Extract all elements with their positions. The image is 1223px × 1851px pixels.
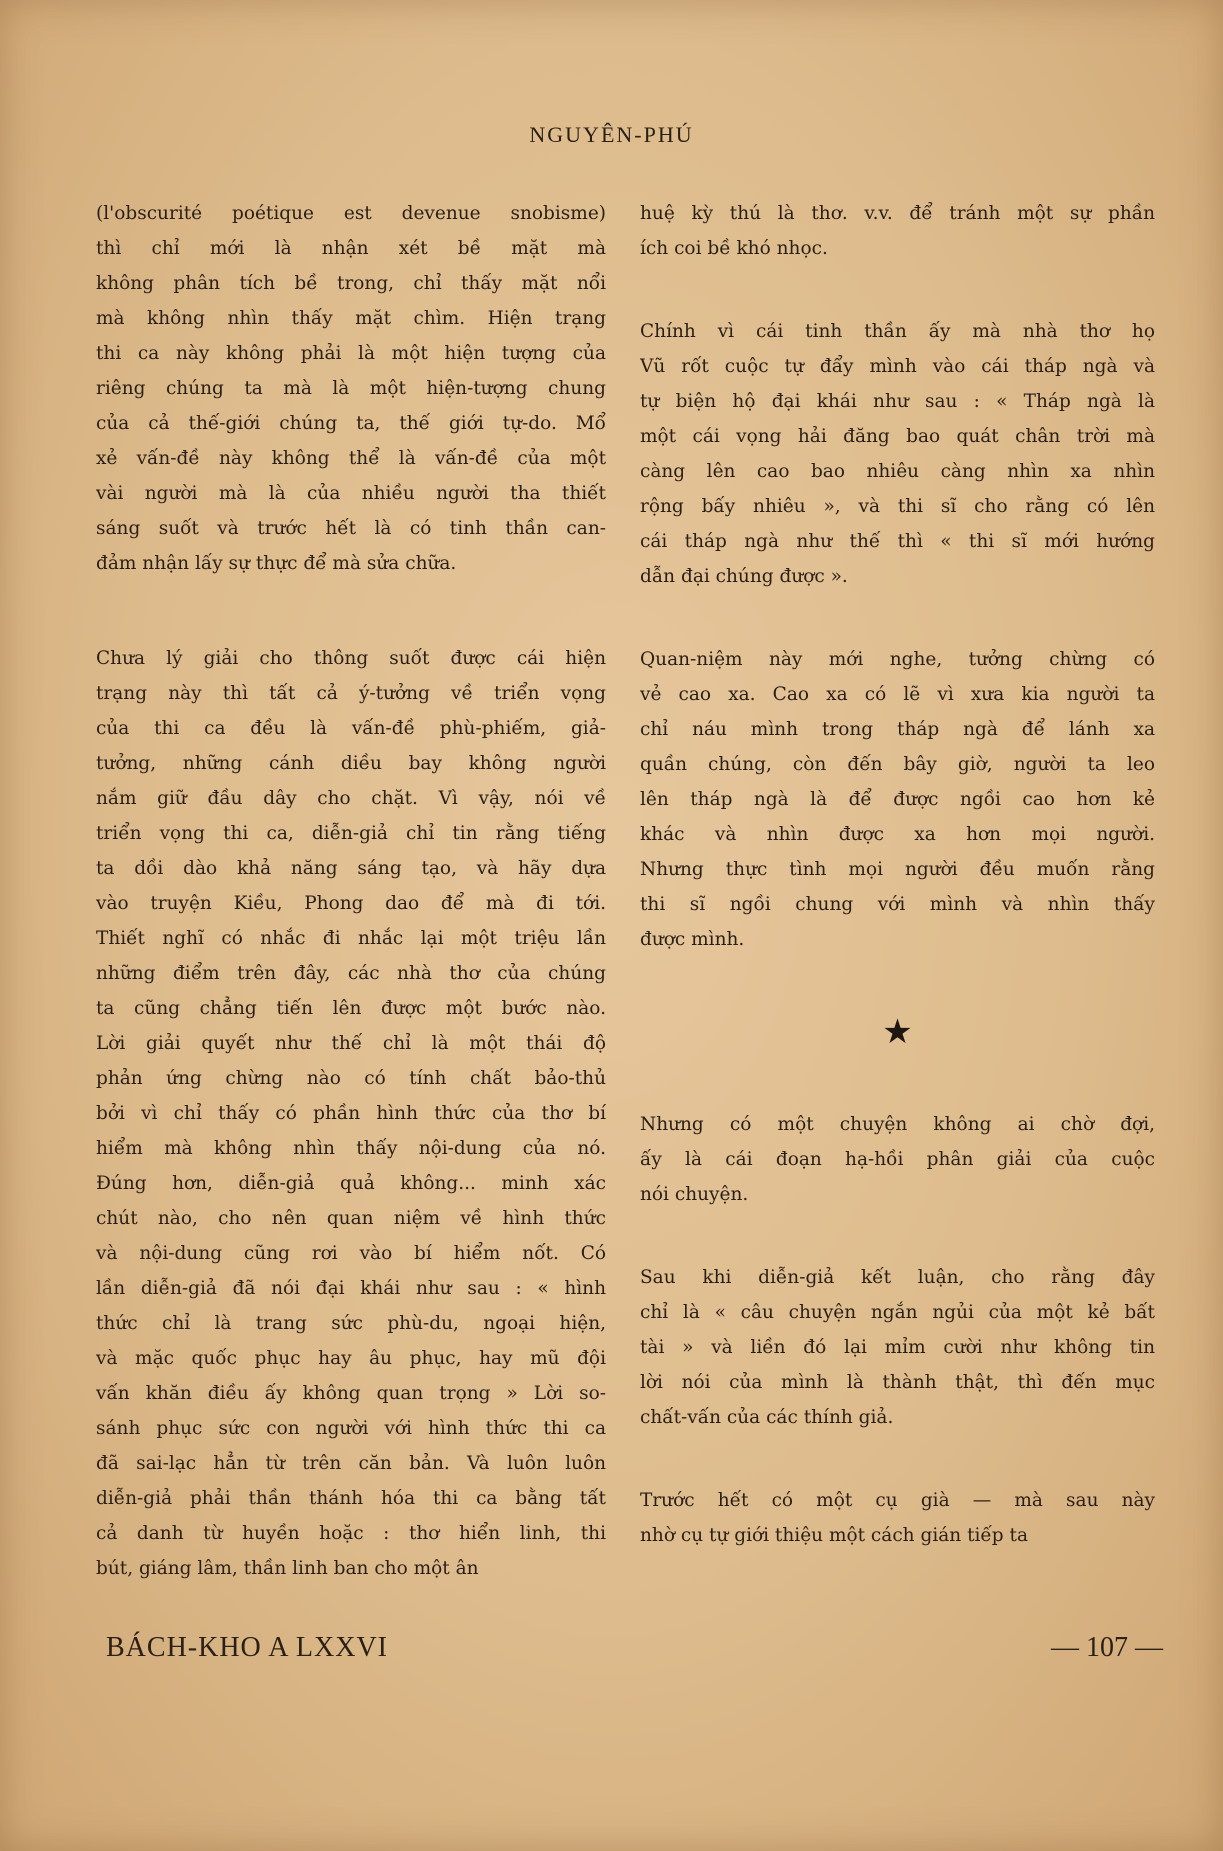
text-line: diễn-giả phải thần thánh hóa thi ca bằng tất: [96, 1488, 606, 1509]
section-break-star-icon: ★: [882, 1012, 913, 1052]
text-line: lên tháp ngà là để được ngồi cao hơn kẻ: [640, 789, 1155, 810]
paragraph: [640, 1483, 1155, 1553]
text-line: bởi vì chỉ thấy có phần hình thức của thơ bí: [96, 1103, 606, 1124]
text-line: Vũ rốt cuộc tự đẩy mình vào cái tháp ngà và: [640, 356, 1155, 377]
left-column: [96, 196, 606, 1586]
text-line: vài người mà là của nhiều người tha thiết: [96, 483, 606, 504]
text-line: Nhưng có một chuyện không ai chờ đợi,: [640, 1114, 1155, 1135]
text-line: huệ kỳ thú là thơ. v.v. để tránh một sự phần: [640, 203, 1155, 224]
text-line: của cả thế-giới chúng ta, thế giới tự-do. Mổ: [96, 413, 606, 434]
text-line: ấy là cái đoạn hạ-hồi phân giải của cuộc: [640, 1149, 1155, 1170]
text-line: rộng bấy nhiêu », và thi sĩ cho rằng có lên: [640, 496, 1155, 517]
text-line: tưởng, những cánh diều bay không người: [96, 753, 606, 774]
text-line: phản ứng chừng nào có tính chất bảo-thủ: [96, 1068, 606, 1089]
text-line: ta cũng chẳng tiến lên được một bước nào.: [96, 998, 606, 1019]
text-line: một cái vọng hải đăng bao quát chân trời mà: [640, 426, 1155, 447]
text-line: vào truyện Kiều, Phong dao để mà đi tới.: [96, 893, 606, 914]
text-line: Chính vì cái tinh thần ấy mà nhà thơ họ: [640, 321, 1155, 342]
text-line: sáng suốt và trước hết là có tinh thần can-: [96, 518, 606, 539]
text-line: vẻ cao xa. Cao xa có lẽ vì xưa kia người ta: [640, 684, 1155, 705]
text-line: ta dồi dào khả năng sáng tạo, và hãy dựa: [96, 858, 606, 879]
text-line: của thi ca đều là vấn-đề phù-phiếm, giả-: [96, 718, 606, 739]
text-line: lần diễn-giả đã nói đại khái như sau : « hình: [96, 1278, 606, 1299]
text-line: cái tháp ngà như thế thì « thi sĩ mới hướng: [640, 531, 1155, 552]
text-line: triển vọng thi ca, diễn-giả chỉ tin rằng tiếng: [96, 823, 606, 844]
right-column: [640, 196, 1155, 1553]
text-line: và mặc quốc phục hay âu phục, hay mũ đội: [96, 1348, 606, 1369]
text-line: lời nói của mình là thành thật, thì đến mục: [640, 1372, 1155, 1393]
text-line: khác và nhìn được xa hơn mọi người.: [640, 824, 1155, 845]
text-line: xẻ vấn-đề này không thể là vấn-đề của một: [96, 448, 606, 469]
text-line: chỉ náu mình trong tháp ngà để lánh xa: [640, 719, 1155, 740]
text-line: và nội-dung cũng rơi vào bí hiểm nốt. Có: [96, 1243, 606, 1264]
paragraph: [640, 196, 1155, 266]
text-line: được mình.: [640, 929, 745, 950]
text-line: Lời giải quyết như thế chỉ là một thái độ: [96, 1033, 606, 1054]
running-header-author: NGUYÊN-PHÚ: [529, 122, 694, 147]
text-line: thức chỉ là trang sức phù-du, ngoại hiện,: [96, 1313, 606, 1334]
text-line: bút, giáng lâm, thần linh ban cho một ân: [96, 1558, 479, 1579]
text-line: không phân tích bề trong, chỉ thấy mặt nổi: [96, 273, 606, 294]
paragraph: [640, 642, 1155, 957]
text-line: hiểm mà không nhìn thấy nội-dung của nó.: [96, 1138, 606, 1159]
text-line: chất-vấn của các thính giả.: [640, 1407, 894, 1428]
text-line: thi sĩ ngồi chung với mình và nhìn thấy: [640, 894, 1155, 915]
text-line: đã sai-lạc hẳn từ trên căn bản. Và luôn luôn: [96, 1453, 606, 1474]
text-line: ích coi bề khó nhọc.: [640, 238, 828, 259]
text-line: càng lên cao bao nhiêu càng nhìn xa nhìn: [640, 461, 1155, 482]
text-line: Thiết nghĩ có nhắc đi nhắc lại một triệu lần: [96, 928, 606, 949]
text-line: vấn khăn điều ấy không quan trọng » Lời so-: [96, 1383, 606, 1404]
text-line: thì chỉ mới là nhận xét bề mặt mà: [96, 238, 606, 259]
text-line: sánh phục sức con người với hình thức thi ca: [96, 1418, 606, 1439]
text-line: nói chuyện.: [640, 1184, 749, 1205]
text-line: mà không nhìn thấy mặt chìm. Hiện trạng: [96, 308, 606, 329]
paragraph: [640, 1107, 1155, 1212]
text-line: nhờ cụ tự giới thiệu một cách gián tiếp ta: [640, 1525, 1028, 1546]
text-line: đảm nhận lấy sự thực để mà sửa chữa.: [96, 553, 457, 574]
text-line: thi ca này không phải là một hiện tượng của: [96, 343, 606, 364]
paragraph: [640, 314, 1155, 594]
text-line: (l'obscurité poétique est devenue snobisme): [96, 203, 606, 224]
text-line: tài » và liền đó lại mỉm cười như không tin: [640, 1337, 1155, 1358]
text-line: Nhưng thực tình mọi người đều muốn rằng: [640, 859, 1155, 880]
footer-page-number: — 107 —: [1051, 1632, 1163, 1663]
text-line: Trước hết có một cụ già — mà sau này: [640, 1490, 1155, 1511]
text-line: trạng này thì tất cả ý-tưởng về triển vọng: [96, 683, 606, 704]
text-line: Đúng hơn, diễn-giả quả không... minh xác: [96, 1173, 606, 1194]
paragraph: [640, 1260, 1155, 1435]
paragraph: [96, 196, 606, 581]
text-line: cả danh từ huyền hoặc : thơ hiển linh, thi: [96, 1523, 606, 1544]
paragraph: [96, 641, 606, 1586]
text-line: quần chúng, còn đến bây giờ, người ta leo: [640, 754, 1155, 775]
text-line: tự biện hộ đại khái như sau : « Tháp ngà là: [640, 391, 1155, 412]
text-line: Chưa lý giải cho thông suốt được cái hiện: [96, 648, 606, 669]
text-line: nắm giữ đầu dây cho chặt. Vì vậy, nói về: [96, 788, 606, 809]
text-line: những điểm trên đây, các nhà thơ của chúng: [96, 963, 606, 984]
text-line: chỉ là « câu chuyện ngắn ngủi của một kẻ bất: [640, 1302, 1155, 1323]
text-line: dẫn đại chúng được ».: [640, 566, 848, 587]
text-line: riêng chúng ta mà là một hiện-tượng chung: [96, 378, 606, 399]
text-line: Quan-niệm này mới nghe, tưởng chừng có: [640, 649, 1155, 670]
text-line: chút nào, cho nên quan niệm về hình thức: [96, 1208, 606, 1229]
text-line: Sau khi diễn-giả kết luận, cho rằng đây: [640, 1267, 1155, 1288]
footer-magazine-title: BÁCH-KHO A LXXVI: [106, 1632, 388, 1663]
